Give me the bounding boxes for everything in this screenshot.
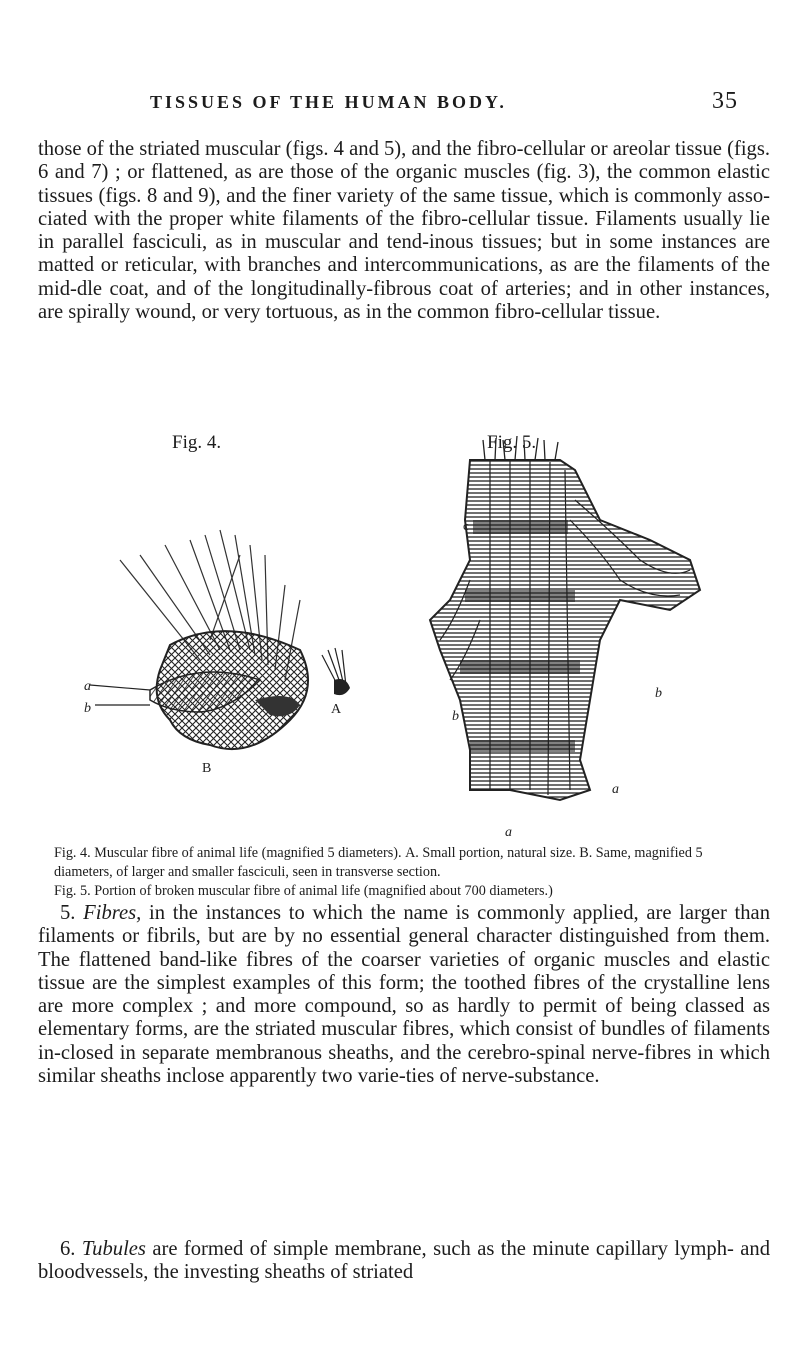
- label-a-right: a: [612, 782, 619, 797]
- section-number: 6.: [60, 1238, 76, 1260]
- caption-text: Same, magnified 5 diameters, of larger and smaller fasciculi, seen in transverse section.: [54, 845, 703, 881]
- section-body: in the instances to which the name is commonly applied, are larger than filaments or fibrils, but are by no essential general character distinguished from them. The flattened band-like fibres of the coarser varieties of organic muscles and elastic tissue are the simplest examples of this form; the toothed fibres of the crystalline lens are more complex ; and more compound, so as hardly to permit of being classed as elementary forms, are the striated muscular fibres, which consist of bundles of filaments in-closed in separate membranous sheaths, and the cerebro-spinal nerve-fibres in which similar sheaths inclose apparently two varie-ties of nerve-substance.: [38, 902, 770, 1088]
- label-a: a: [84, 679, 91, 694]
- figure-5-drawing: [430, 436, 700, 840]
- paragraph-fibres: [38, 902, 770, 1088]
- paragraph-text: those of the striated muscular (figs. 4 and 5), and the fibro-cellular or areolar tissue (figs. 6 and 7) ; or flattened, as are those of the organic muscles (fig. 3), the common elastic tissues (figs. 8 and 9), and the finer variety of the same tissue, which is commonly asso-ciated with the proper white filaments of the fibro-cellular tissue. Filaments usually lie in parallel fasciculi, as in muscular and tend-inous tissues; but in some instances are matted or reticular, with branches and intercommunications, as are the filaments of the mid-dle coat, and of the longitudinally-fibrous coat of arteries; and in other instances, are spirally wound, or very tortuous, as in the common fibro-cellular tissue.: [38, 138, 770, 324]
- figure-4-caption: [54, 844, 754, 882]
- label-c: c: [463, 518, 469, 533]
- figure-5-label: Fig. 5.: [487, 432, 537, 453]
- section-term: Fibres,: [83, 902, 142, 924]
- label-a-bottom: a: [505, 825, 512, 840]
- figure-5-caption: [54, 882, 754, 901]
- section-term: Tubules: [81, 1238, 146, 1260]
- caption-fig-number: Fig. 5.: [54, 883, 91, 899]
- paragraph-tubules: [38, 1238, 770, 1285]
- figure-4-drawing: [84, 530, 350, 776]
- caption-key-B: B.: [579, 845, 593, 861]
- caption-text: Small portion, natural size.: [418, 845, 580, 861]
- caption-fig-number: Fig. 4.: [54, 845, 91, 861]
- section-number: 5.: [60, 902, 76, 924]
- caption-key-A: A.: [405, 845, 419, 861]
- label-B: B: [202, 761, 212, 776]
- section-body: are formed of simple membrane, such as the minute capillary lymph- and bloodvessels, the investing sheaths of striated: [38, 1238, 770, 1284]
- label-b-left: b: [452, 709, 459, 724]
- caption-text: Muscular fibre of animal life (magnified 5 diameters).: [90, 845, 406, 861]
- label-b-right: b: [655, 686, 662, 701]
- label-b: b: [84, 701, 91, 716]
- broken-ends: [483, 436, 558, 460]
- page-number: 35: [712, 88, 738, 114]
- caption-text: Portion of broken muscular fibre of animal life (magnified about 700 diameters.): [90, 883, 553, 899]
- running-head: TISSUES OF THE HUMAN BODY.: [150, 92, 507, 112]
- label-A: A: [331, 702, 342, 717]
- figure-4-label: Fig. 4.: [172, 432, 222, 453]
- paragraph-text: [38, 902, 770, 1088]
- paragraph-text: [38, 1238, 770, 1285]
